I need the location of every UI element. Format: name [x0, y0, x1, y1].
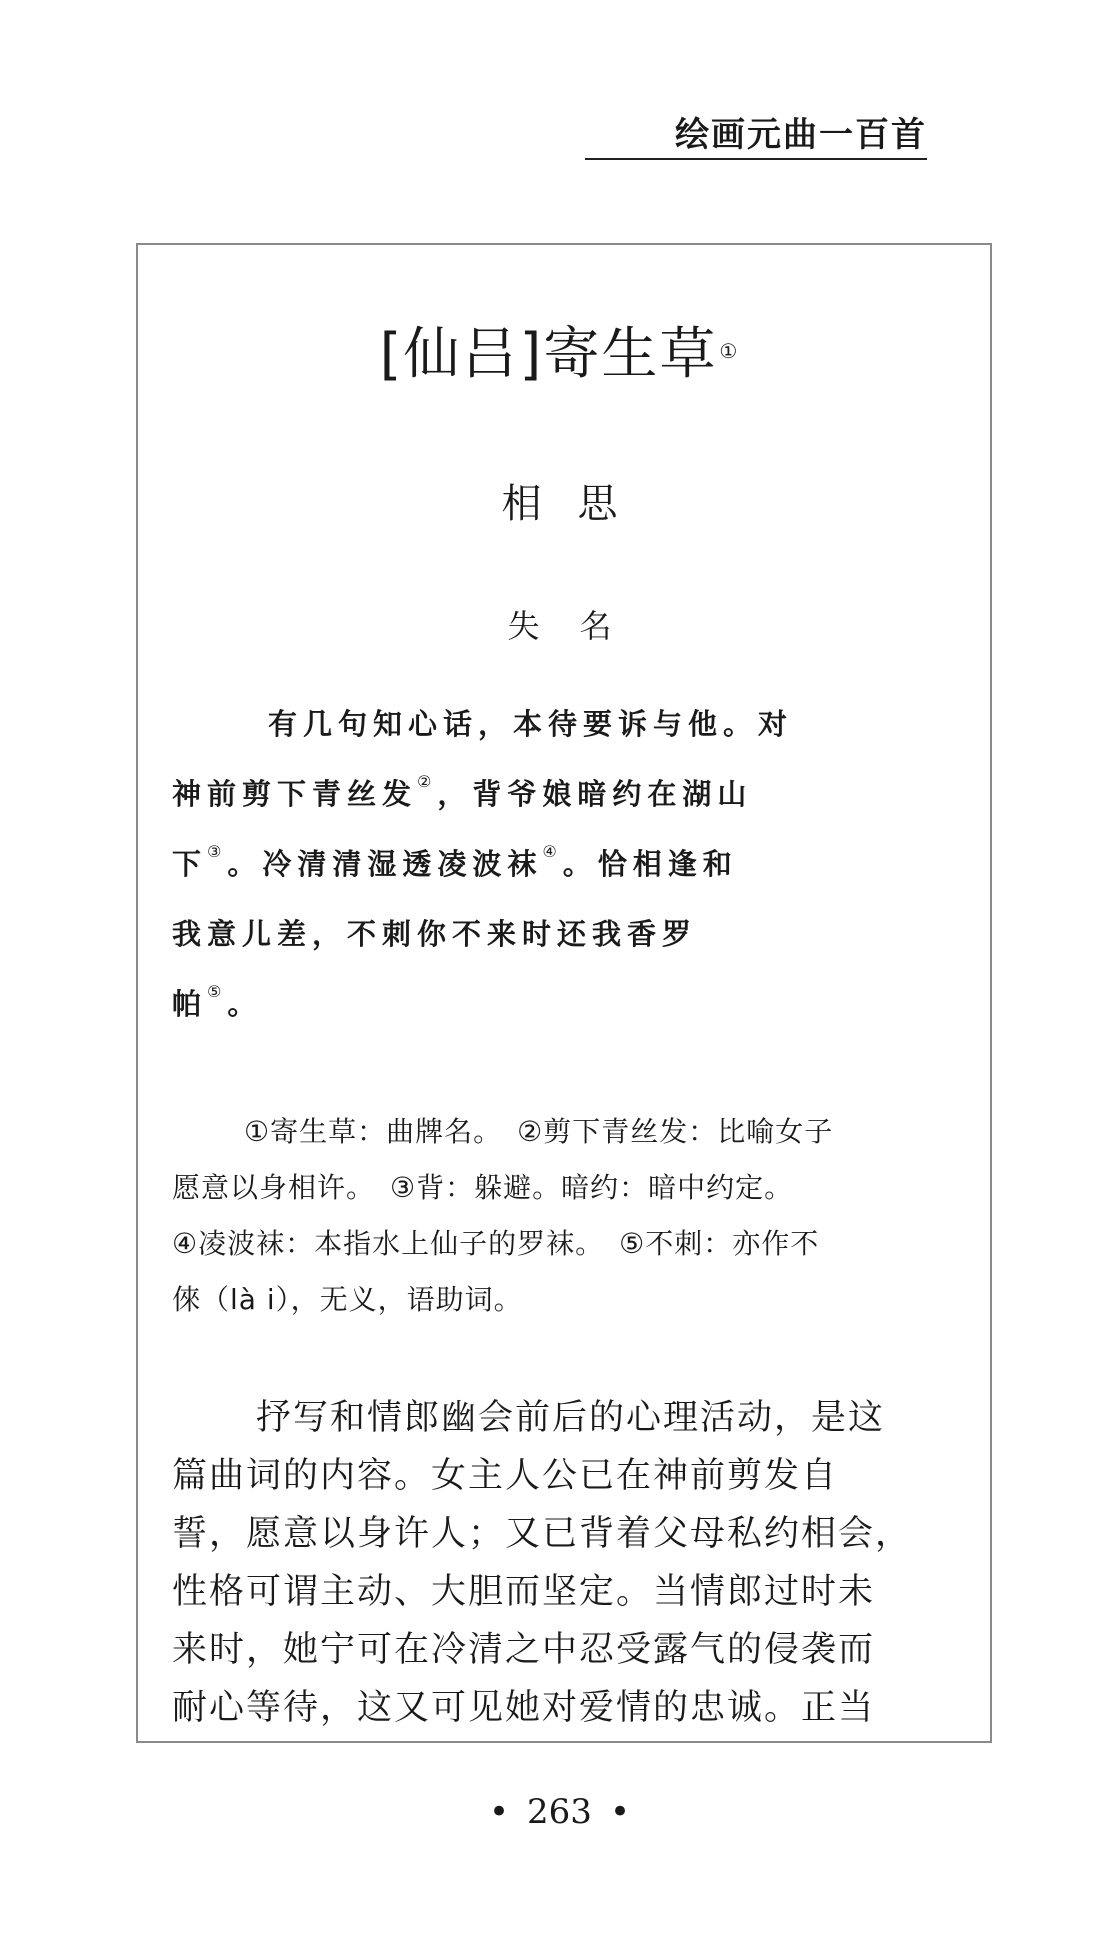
qupai-note-marker: ① [719, 339, 740, 363]
note-line: ④凌波袜：本指水上仙子的罗袜。 ⑤不刺：亦作不 [172, 1227, 820, 1260]
qupai-title [0, 322, 1119, 388]
qupai-title-text: [仙吕]寄生草 [379, 322, 718, 387]
note-marker: ③ [207, 842, 228, 861]
poem-line [268, 700, 793, 748]
poem-text: 。 [227, 987, 263, 1021]
page-dot-right: • [609, 1792, 631, 1832]
poem-line [172, 770, 752, 818]
note-line: ①寄生草：曲牌名。 ②剪下青丝发：比喻女子 [244, 1115, 834, 1148]
poem-text: 。冷清清湿透凌波袜 [227, 847, 543, 881]
commentary-line: 抒写和情郎幽会前后的心理活动，是这 [256, 1398, 886, 1438]
poem-line [172, 980, 262, 1028]
running-head: 绘画元曲一百首 [585, 112, 927, 160]
poem-text: 有几句知心话，本待要诉与他。对 [268, 707, 794, 741]
note-line: 倈（là i），无义，语助词。 [172, 1283, 523, 1316]
note-marker: ④ [542, 842, 563, 861]
commentary-line: 来时，她宁可在冷清之中忍受露气的侵袭而 [172, 1630, 876, 1670]
note-line: 愿意以身相许。 ③背：躲避。暗约：暗中约定。 [172, 1171, 794, 1204]
poem-text: 我意儿差，不刺你不来时还我香罗 [172, 917, 698, 951]
commentary-line: 誓，愿意以身许人；又已背着父母私约相会， [172, 1514, 913, 1554]
poem-text: ，背爷娘暗约在湖山 [437, 777, 753, 811]
poem-text: 。恰相逢和 [562, 847, 738, 881]
poem-author: 失名 [507, 607, 652, 645]
commentary-line: 性格可谓主动、大胆而坚定。当情郎过时未 [172, 1572, 876, 1612]
note-marker: ② [417, 772, 438, 791]
commentary-line: 耐心等待，这又可见她对爱情的忠诚。正当 [172, 1688, 876, 1728]
poem-line [172, 840, 738, 888]
poem-subtitle: 相思 [501, 481, 654, 527]
page-number: 263 [527, 1792, 592, 1832]
note-marker: ⑤ [207, 982, 228, 1001]
poem-text: 下 [172, 847, 208, 881]
poem-text: 帕 [172, 987, 208, 1021]
poem-text: 神前剪下青丝发 [172, 777, 418, 811]
page-dot-left: • [488, 1792, 510, 1832]
poem-line [172, 910, 697, 958]
page-footer [0, 1790, 1119, 1834]
commentary-line: 篇曲词的内容。女主人公已在神前剪发自 [172, 1456, 839, 1496]
